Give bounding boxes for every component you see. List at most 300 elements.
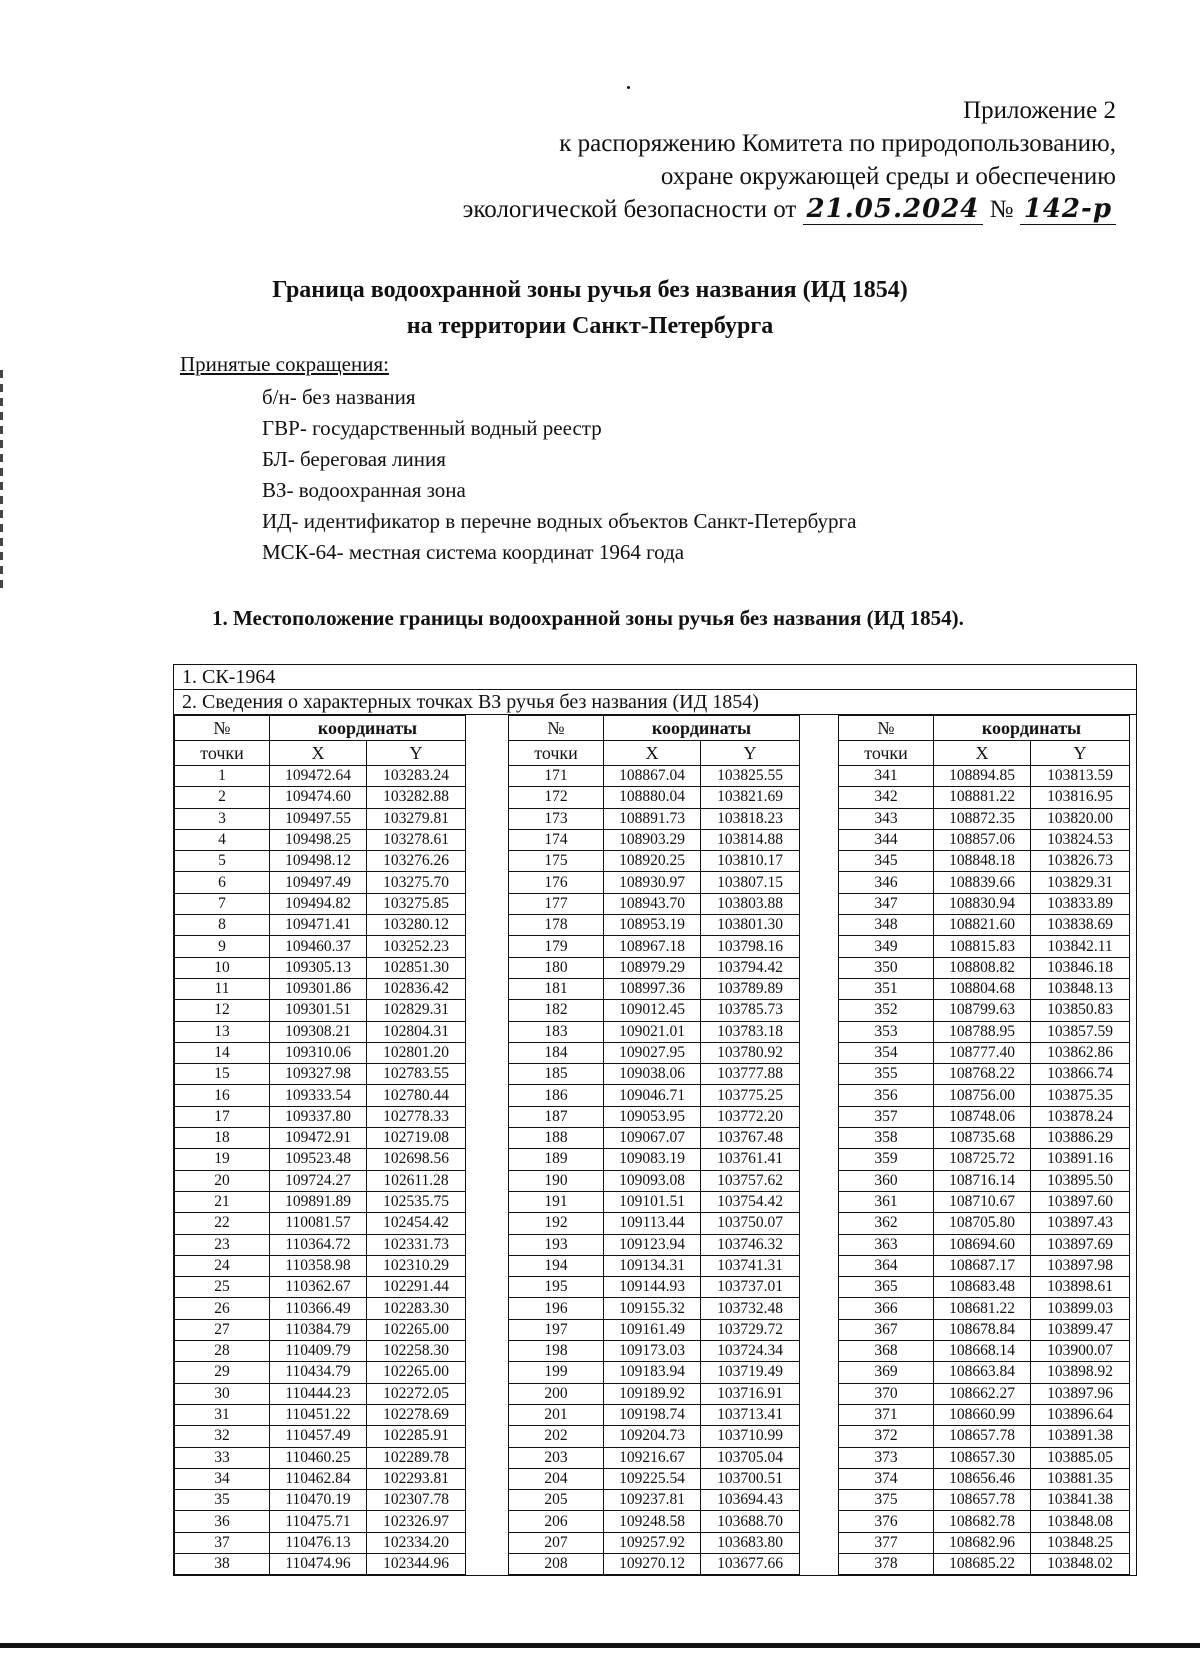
table-row (175, 1213, 466, 1234)
coord-x: 108768.22 (934, 1064, 1031, 1085)
point-number: 172 (509, 787, 604, 808)
table-row (839, 872, 1130, 893)
table-row (839, 1404, 1130, 1425)
point-number: 352 (839, 1000, 934, 1021)
table-row (509, 1000, 800, 1021)
coord-x: 109257.92 (604, 1532, 701, 1553)
coord-x: 108656.46 (934, 1468, 1031, 1489)
table-row (175, 1426, 466, 1447)
col-coordinates-header: координаты (934, 716, 1130, 741)
point-number: 357 (839, 1106, 934, 1127)
table-row (509, 1490, 800, 1511)
coordinate-table-1 (174, 715, 466, 1575)
coord-x: 109301.51 (270, 1000, 367, 1021)
coord-y: 103761.41 (701, 1149, 800, 1170)
point-number: 193 (509, 1234, 604, 1255)
point-number: 348 (839, 915, 934, 936)
table-row (175, 1553, 466, 1574)
coord-x: 109891.89 (270, 1191, 367, 1212)
coord-x: 110358.98 (270, 1255, 367, 1276)
point-number: 347 (839, 893, 934, 914)
col-number-header: № (175, 716, 270, 741)
abbreviation-item: ВЗ- водоохранная зона (262, 478, 466, 502)
coordinate-table-3 (838, 715, 1130, 1575)
point-number: 360 (839, 1170, 934, 1191)
table-row (839, 893, 1130, 914)
col-number-header: № (509, 716, 604, 741)
point-number: 341 (839, 766, 934, 787)
coord-y: 103816.95 (1031, 787, 1130, 808)
point-number: 207 (509, 1532, 604, 1553)
point-number: 366 (839, 1298, 934, 1319)
coord-y: 102291.44 (367, 1277, 466, 1298)
table-row (839, 936, 1130, 957)
coord-y: 102698.56 (367, 1149, 466, 1170)
point-number: 27 (175, 1319, 270, 1340)
table-row (175, 936, 466, 957)
table-row (839, 1255, 1130, 1276)
point-number: 171 (509, 766, 604, 787)
coord-x: 110451.22 (270, 1404, 367, 1425)
coord-y: 103801.30 (701, 915, 800, 936)
coord-x: 108681.22 (934, 1298, 1031, 1319)
coord-y: 103754.42 (701, 1191, 800, 1212)
table-row (839, 808, 1130, 829)
table-row (509, 1042, 800, 1063)
coord-x: 109083.19 (604, 1149, 701, 1170)
table-row (175, 978, 466, 999)
table-row (839, 1511, 1130, 1532)
coord-y: 102326.97 (367, 1511, 466, 1532)
table-row (175, 1341, 466, 1362)
point-number: 7 (175, 893, 270, 914)
table-row (509, 1319, 800, 1340)
coord-y: 102719.08 (367, 1128, 466, 1149)
point-number: 201 (509, 1404, 604, 1425)
coord-x: 108788.95 (934, 1021, 1031, 1042)
table-row (509, 1064, 800, 1085)
point-number: 353 (839, 1021, 934, 1042)
coord-y: 103741.31 (701, 1255, 800, 1276)
col-x-header: X (934, 741, 1031, 766)
point-number: 194 (509, 1255, 604, 1276)
point-number: 195 (509, 1277, 604, 1298)
coord-x: 108687.17 (934, 1255, 1031, 1276)
table-row (509, 1085, 800, 1106)
table-row (509, 872, 800, 893)
point-number: 176 (509, 872, 604, 893)
coord-x: 109308.21 (270, 1021, 367, 1042)
coord-y: 103899.47 (1031, 1319, 1130, 1340)
coord-x: 110470.19 (270, 1490, 367, 1511)
point-number: 20 (175, 1170, 270, 1191)
table-row (839, 1341, 1130, 1362)
coord-x: 109310.06 (270, 1042, 367, 1063)
coord-y: 103833.89 (1031, 893, 1130, 914)
point-number: 362 (839, 1213, 934, 1234)
coord-y: 103891.38 (1031, 1426, 1130, 1447)
table-row (175, 1319, 466, 1340)
coord-y: 103275.85 (367, 893, 466, 914)
coord-x: 109474.60 (270, 787, 367, 808)
table-row (509, 1532, 800, 1553)
table-row (839, 1021, 1130, 1042)
point-number: 372 (839, 1426, 934, 1447)
handwritten-number: 142-р (1020, 194, 1116, 225)
coord-y: 102265.00 (367, 1362, 466, 1383)
table-row (509, 1511, 800, 1532)
coord-y: 102293.81 (367, 1468, 466, 1489)
coord-x: 109021.01 (604, 1021, 701, 1042)
coord-y: 103772.20 (701, 1106, 800, 1127)
coord-y: 103881.35 (1031, 1468, 1130, 1489)
table-row (839, 1490, 1130, 1511)
table-caption-row: 2. Сведения о характерных точках ВЗ ручья без названия (ИД 1854) (174, 690, 1136, 715)
coord-x: 108967.18 (604, 936, 701, 957)
table-row (175, 1447, 466, 1468)
abbreviations-list (262, 382, 856, 568)
point-number: 191 (509, 1191, 604, 1212)
point-number: 208 (509, 1553, 604, 1574)
table-row (509, 957, 800, 978)
table-row (175, 1149, 466, 1170)
point-number: 37 (175, 1532, 270, 1553)
table-row (509, 1298, 800, 1319)
coord-y: 103878.24 (1031, 1106, 1130, 1127)
coord-x: 108682.78 (934, 1511, 1031, 1532)
coord-x: 108848.18 (934, 851, 1031, 872)
point-number: 13 (175, 1021, 270, 1042)
coord-x: 109337.80 (270, 1106, 367, 1127)
point-number: 349 (839, 936, 934, 957)
table-row (175, 1234, 466, 1255)
table-row (175, 787, 466, 808)
coord-y: 102258.30 (367, 1341, 466, 1362)
point-number: 18 (175, 1128, 270, 1149)
coord-x: 108830.94 (934, 893, 1031, 914)
coord-y: 103821.69 (701, 787, 800, 808)
table-row (839, 1298, 1130, 1319)
point-number: 24 (175, 1255, 270, 1276)
coord-y: 103705.04 (701, 1447, 800, 1468)
coord-y: 102804.31 (367, 1021, 466, 1042)
point-number: 181 (509, 978, 604, 999)
table-row (839, 1532, 1130, 1553)
coord-x: 108891.73 (604, 808, 701, 829)
table-row (839, 1553, 1130, 1574)
coord-y: 103789.89 (701, 978, 800, 999)
point-number: 180 (509, 957, 604, 978)
coord-y: 103825.55 (701, 766, 800, 787)
table-row (175, 1468, 466, 1489)
table-row (839, 766, 1130, 787)
abbreviation-item: МСК-64- местная система координат 1964 года (262, 540, 685, 564)
point-number: 371 (839, 1404, 934, 1425)
table-row (175, 1404, 466, 1425)
appendix-header (463, 94, 1116, 226)
coord-y: 103783.18 (701, 1021, 800, 1042)
coord-x: 108804.68 (934, 978, 1031, 999)
table-row (175, 1170, 466, 1191)
table-row (175, 1532, 466, 1553)
coord-y: 103750.07 (701, 1213, 800, 1234)
point-number: 31 (175, 1404, 270, 1425)
coord-x: 110460.25 (270, 1447, 367, 1468)
table-row (175, 808, 466, 829)
coord-x: 108979.29 (604, 957, 701, 978)
coord-x: 108682.96 (934, 1532, 1031, 1553)
coord-x: 108867.04 (604, 766, 701, 787)
table-row (509, 851, 800, 872)
coord-x: 108777.40 (934, 1042, 1031, 1063)
coord-y: 102278.69 (367, 1404, 466, 1425)
coord-x: 109472.91 (270, 1128, 367, 1149)
coord-x: 109204.73 (604, 1426, 701, 1447)
point-number: 355 (839, 1064, 934, 1085)
coord-y: 103900.07 (1031, 1341, 1130, 1362)
coord-x: 110384.79 (270, 1319, 367, 1340)
coord-y: 103842.11 (1031, 936, 1130, 957)
point-number: 367 (839, 1319, 934, 1340)
coord-x: 108685.22 (934, 1553, 1031, 1574)
coord-y: 103798.16 (701, 936, 800, 957)
coord-y: 103777.88 (701, 1064, 800, 1085)
col-number-subheader: точки (509, 741, 604, 766)
coord-x: 110457.49 (270, 1426, 367, 1447)
point-number: 14 (175, 1042, 270, 1063)
coord-y: 103716.91 (701, 1383, 800, 1404)
coord-y: 103694.43 (701, 1490, 800, 1511)
point-number: 9 (175, 936, 270, 957)
coord-x: 109123.94 (604, 1234, 701, 1255)
point-number: 173 (509, 808, 604, 829)
point-number: 1 (175, 766, 270, 787)
coord-x: 109237.81 (604, 1490, 701, 1511)
point-number: 354 (839, 1042, 934, 1063)
table-row (509, 1149, 800, 1170)
point-number: 22 (175, 1213, 270, 1234)
coord-x: 108678.84 (934, 1319, 1031, 1340)
coord-y: 103785.73 (701, 1000, 800, 1021)
abbreviation-item: ГВР- государственный водный реестр (262, 416, 602, 440)
appendix-line: охране окружающей среды и обеспечению (660, 163, 1116, 190)
table-row (509, 766, 800, 787)
table-row (839, 1362, 1130, 1383)
abbreviation-item: ИД- идентификатор в перечне водных объектов Санкт-Петербурга (262, 509, 857, 533)
point-number: 202 (509, 1426, 604, 1447)
coord-x: 108880.04 (604, 787, 701, 808)
table-row (175, 766, 466, 787)
coord-y: 102265.00 (367, 1319, 466, 1340)
table-row (175, 1106, 466, 1127)
coord-x: 108872.35 (934, 808, 1031, 829)
page-bottom-edge (0, 1643, 1200, 1648)
table-row (175, 893, 466, 914)
coord-y: 102344.96 (367, 1553, 466, 1574)
table-row (839, 957, 1130, 978)
point-number: 188 (509, 1128, 604, 1149)
point-number: 378 (839, 1553, 934, 1574)
coord-x: 108799.63 (934, 1000, 1031, 1021)
point-number: 187 (509, 1106, 604, 1127)
point-number: 3 (175, 808, 270, 829)
coord-y: 103278.61 (367, 829, 466, 850)
table-row (509, 1021, 800, 1042)
table-row (509, 1341, 800, 1362)
coord-x: 109038.06 (604, 1064, 701, 1085)
coord-y: 103829.31 (1031, 872, 1130, 893)
coord-y: 102611.28 (367, 1170, 466, 1191)
table-row (509, 936, 800, 957)
point-number: 30 (175, 1383, 270, 1404)
point-number: 200 (509, 1383, 604, 1404)
coord-x: 109225.54 (604, 1468, 701, 1489)
point-number: 343 (839, 808, 934, 829)
point-number: 198 (509, 1341, 604, 1362)
coord-y: 103886.29 (1031, 1128, 1130, 1149)
coord-x: 108683.48 (934, 1277, 1031, 1298)
point-number: 374 (839, 1468, 934, 1489)
table-row (839, 1085, 1130, 1106)
coord-x: 109183.94 (604, 1362, 701, 1383)
coord-y: 103280.12 (367, 915, 466, 936)
coord-y: 102289.78 (367, 1447, 466, 1468)
coord-x: 109216.67 (604, 1447, 701, 1468)
coord-y: 102801.20 (367, 1042, 466, 1063)
coord-x: 109724.27 (270, 1170, 367, 1191)
point-number: 178 (509, 915, 604, 936)
coord-x: 109046.71 (604, 1085, 701, 1106)
point-number: 28 (175, 1341, 270, 1362)
point-number: 26 (175, 1298, 270, 1319)
point-number: 6 (175, 872, 270, 893)
coord-y: 103275.70 (367, 872, 466, 893)
coord-x: 109012.45 (604, 1000, 701, 1021)
coord-x: 108668.14 (934, 1341, 1031, 1362)
coord-x: 108821.60 (934, 915, 1031, 936)
table-row (839, 1191, 1130, 1212)
coord-x: 108657.30 (934, 1447, 1031, 1468)
coord-y: 103898.61 (1031, 1277, 1130, 1298)
table-row (509, 978, 800, 999)
point-number: 190 (509, 1170, 604, 1191)
table-row (839, 1149, 1130, 1170)
coord-x: 108756.00 (934, 1085, 1031, 1106)
coord-x: 109471.41 (270, 915, 367, 936)
table-row (175, 1490, 466, 1511)
point-number: 370 (839, 1383, 934, 1404)
point-number: 204 (509, 1468, 604, 1489)
coordinate-table-2 (508, 715, 800, 1575)
col-coordinates-header: координаты (270, 716, 466, 741)
coord-y: 102334.20 (367, 1532, 466, 1553)
table-row (839, 1383, 1130, 1404)
coord-x: 109248.58 (604, 1511, 701, 1532)
number-sign: № (989, 196, 1014, 223)
point-number: 21 (175, 1191, 270, 1212)
coord-y: 103794.42 (701, 957, 800, 978)
table-row (839, 1319, 1130, 1340)
coord-x: 108815.83 (934, 936, 1031, 957)
coord-y: 102285.91 (367, 1426, 466, 1447)
coord-x: 109053.95 (604, 1106, 701, 1127)
table-row (175, 915, 466, 936)
coord-x: 109155.32 (604, 1298, 701, 1319)
coord-y: 103252.23 (367, 936, 466, 957)
coord-y: 103807.15 (701, 872, 800, 893)
coord-x: 108710.67 (934, 1191, 1031, 1212)
coord-x: 109093.08 (604, 1170, 701, 1191)
coord-x: 108930.97 (604, 872, 701, 893)
table-row (839, 978, 1130, 999)
point-number: 29 (175, 1362, 270, 1383)
abbreviation-item: б/н- без названия (262, 385, 416, 409)
point-number: 351 (839, 978, 934, 999)
point-number: 15 (175, 1064, 270, 1085)
table-row (175, 872, 466, 893)
coord-y: 103850.83 (1031, 1000, 1130, 1021)
coord-y: 103848.13 (1031, 978, 1130, 999)
point-number: 345 (839, 851, 934, 872)
coord-x: 110364.72 (270, 1234, 367, 1255)
point-number: 19 (175, 1149, 270, 1170)
col-x-header: X (270, 741, 367, 766)
coord-y: 103818.23 (701, 808, 800, 829)
coord-y: 103826.73 (1031, 851, 1130, 872)
point-number: 363 (839, 1234, 934, 1255)
coord-y: 102851.30 (367, 957, 466, 978)
table-row (839, 1234, 1130, 1255)
coord-y: 103814.88 (701, 829, 800, 850)
col-y-header: Y (701, 741, 800, 766)
col-y-header: Y (367, 741, 466, 766)
table-row (175, 1191, 466, 1212)
table-row (175, 1064, 466, 1085)
coord-y: 103757.62 (701, 1170, 800, 1191)
point-number: 376 (839, 1511, 934, 1532)
point-number: 192 (509, 1213, 604, 1234)
point-number: 375 (839, 1490, 934, 1511)
coord-y: 103862.86 (1031, 1042, 1130, 1063)
point-number: 2 (175, 787, 270, 808)
coord-y: 103846.18 (1031, 957, 1130, 978)
coord-y: 103866.74 (1031, 1064, 1130, 1085)
point-number: 205 (509, 1490, 604, 1511)
coord-y: 103732.48 (701, 1298, 800, 1319)
point-number: 25 (175, 1277, 270, 1298)
coord-x: 109101.51 (604, 1191, 701, 1212)
coord-x: 108657.78 (934, 1490, 1031, 1511)
point-number: 369 (839, 1362, 934, 1383)
scan-dot (627, 86, 630, 89)
point-number: 368 (839, 1341, 934, 1362)
coord-y: 103719.49 (701, 1362, 800, 1383)
point-number: 184 (509, 1042, 604, 1063)
coord-x: 108943.70 (604, 893, 701, 914)
point-number: 10 (175, 957, 270, 978)
coord-x: 110409.79 (270, 1341, 367, 1362)
coord-x: 109494.82 (270, 893, 367, 914)
table-row (839, 1064, 1130, 1085)
table-row (175, 1362, 466, 1383)
coord-y: 103897.69 (1031, 1234, 1130, 1255)
table-row (839, 851, 1130, 872)
coord-y: 103780.92 (701, 1042, 800, 1063)
point-number: 197 (509, 1319, 604, 1340)
table-row (839, 787, 1130, 808)
coord-y: 103848.08 (1031, 1511, 1130, 1532)
coord-x: 109498.12 (270, 851, 367, 872)
